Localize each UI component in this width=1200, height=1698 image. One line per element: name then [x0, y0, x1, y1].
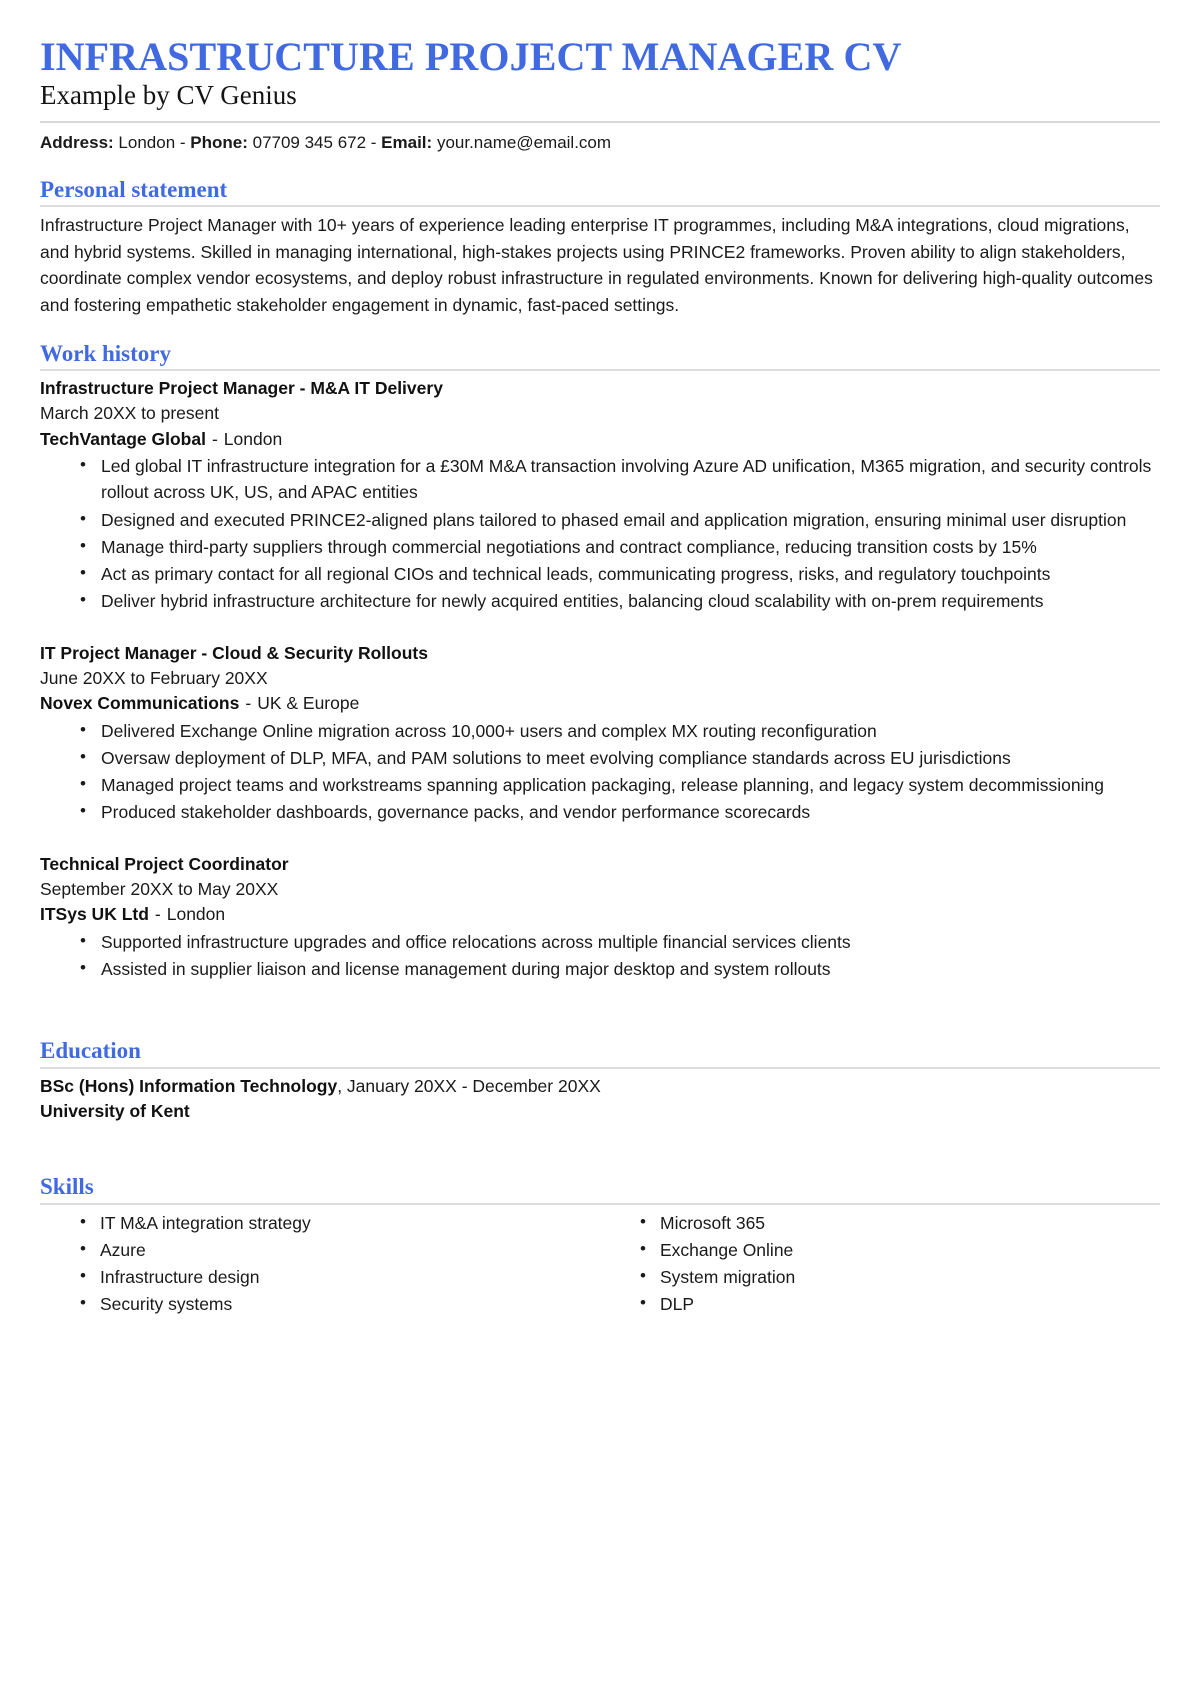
- section-work-history: [40, 341, 1160, 983]
- job-bullet: • Supported infrastructure upgrades and office relocations across multiple financial services clients: [100, 929, 1160, 955]
- page-title: INFRASTRUCTURE PROJECT MANAGER CV: [40, 34, 902, 79]
- skill-item: • Microsoft 365: [660, 1210, 1160, 1236]
- work-entry: [40, 852, 1160, 983]
- job-dash: -: [211, 428, 218, 449]
- job-company: Novex Communications: [40, 693, 240, 714]
- skills-column-left: [40, 1210, 600, 1319]
- job-bullet: • Designed and executed PRINCE2-aligned plans tailored to phased email and application migration, ensuring minimal user disruption: [100, 507, 1160, 533]
- job-title: Infrastructure Project Manager - M&A IT Delivery: [40, 377, 443, 398]
- job-bullet: • Act as primary contact for all regional CIOs and technical leads, communicating progress, risks, and regulatory touchpoints: [100, 561, 1160, 587]
- personal-statement-text: Infrastructure Project Manager with 10+ years of experience leading enterprise IT programmes, including M&A integrations, cloud migrations, and hybrid systems. Skilled in managing international, high-stakes projects using PRINCE2 frameworks. Proven ability to align stakeholders, coordinate complex vendor ecosystems, and deploy robust infrastructure in regulated environments. Known for delivering high-quality outcomes and fostering empathetic stakeholder engagement in dynamic, fast-paced settings.: [40, 215, 1153, 316]
- work-entry: [40, 641, 1160, 826]
- job-company: TechVantage Global: [40, 428, 206, 449]
- job-bullet: • Produced stakeholder dashboards, governance packs, and vendor performance scorecards: [100, 799, 1160, 825]
- section-divider: [40, 205, 1160, 207]
- section-spacer: [40, 988, 1160, 1018]
- contact-separator-2: -: [366, 133, 382, 153]
- address-label: Address:: [40, 133, 114, 153]
- job-dash: -: [245, 693, 252, 714]
- skill-item: • Infrastructure design: [100, 1264, 600, 1290]
- section-spacer: [40, 1124, 1160, 1154]
- job-bullet: • Managed project teams and workstreams spanning application packaging, release planning, and legacy system decommissioning: [100, 772, 1160, 798]
- skill-item: • IT M&A integration strategy: [100, 1210, 600, 1236]
- job-title: Technical Project Coordinator: [40, 853, 289, 874]
- section-heading-education: Education: [40, 1038, 141, 1064]
- contact-separator-1: -: [175, 133, 191, 153]
- education-degree: BSc (Hons) Information Technology: [40, 1075, 338, 1096]
- section-heading-work-history: Work history: [40, 340, 171, 366]
- education-school: University of Kent: [40, 1101, 190, 1121]
- job-location: UK & Europe: [257, 693, 360, 714]
- skills-list: [40, 1210, 600, 1318]
- section-heading-skills: Skills: [40, 1174, 94, 1200]
- cv-subtitle: Example by CV Genius: [40, 80, 297, 110]
- job-company: ITSys UK Ltd: [40, 904, 149, 925]
- section-divider: [40, 369, 1160, 371]
- job-title: IT Project Manager - Cloud & Security Rollouts: [40, 642, 428, 663]
- job-bullet: • Deliver hybrid infrastructure architecture for newly acquired entities, balancing cloud scalability with on-prem requirements: [100, 588, 1160, 614]
- skill-item: • Exchange Online: [660, 1237, 1160, 1263]
- skill-item: • DLP: [660, 1291, 1160, 1317]
- job-company-line: [40, 427, 1160, 452]
- job-dates: March 20XX to present: [40, 403, 219, 424]
- education-entry: [40, 1074, 1160, 1125]
- education-degree-line: [40, 1074, 1160, 1099]
- section-heading-personal-statement: Personal statement: [40, 176, 228, 202]
- section-education: [40, 1038, 1160, 1124]
- email-label: Email:: [381, 133, 433, 153]
- skills-column-right: [600, 1210, 1160, 1319]
- job-bullet: • Led global IT infrastructure integration for a £30M M&A transaction involving Azure AD unification, M365 migration, and security controls rollout across UK, US, and APAC entities: [100, 453, 1160, 506]
- job-company-line: [40, 691, 1160, 716]
- job-dates: June 20XX to February 20XX: [40, 667, 268, 688]
- education-school-line: [40, 1099, 1160, 1124]
- email-value: your.name@email.com: [436, 133, 612, 153]
- address-value: London: [118, 133, 176, 153]
- skill-item: • Azure: [100, 1237, 600, 1263]
- job-location: London: [223, 428, 283, 449]
- skill-item: • Security systems: [100, 1291, 600, 1317]
- header-divider: [40, 121, 1160, 123]
- job-bullet-list: [40, 453, 1160, 615]
- job-location: London: [166, 904, 226, 925]
- skills-list: [600, 1210, 1160, 1318]
- section-divider: [40, 1067, 1160, 1069]
- job-bullet: • Manage third-party suppliers through commercial negotiations and contract compliance, reducing transition costs by 15%: [100, 534, 1160, 560]
- cv-header: [40, 36, 1160, 155]
- job-bullet: • Delivered Exchange Online migration across 10,000+ users and complex MX routing reconfiguration: [100, 718, 1160, 744]
- job-bullet-list: [40, 718, 1160, 826]
- job-dash: -: [154, 904, 161, 925]
- phone-label: Phone:: [190, 133, 248, 153]
- job-dates: September 20XX to May 20XX: [40, 879, 279, 900]
- section-personal-statement: [40, 177, 1160, 319]
- phone-value: 07709 345 672: [252, 133, 367, 153]
- skills-columns: [40, 1210, 1160, 1319]
- section-skills: [40, 1174, 1160, 1318]
- job-bullet: • Assisted in supplier liaison and license management during major desktop and system rollouts: [100, 956, 1160, 982]
- education-dates: , January 20XX - December 20XX: [337, 1075, 601, 1096]
- contact-line: [40, 132, 1160, 155]
- work-entry: [40, 376, 1160, 615]
- section-divider: [40, 1203, 1160, 1205]
- job-bullet-list: [40, 929, 1160, 983]
- job-company-line: [40, 902, 1160, 927]
- skill-item: • System migration: [660, 1264, 1160, 1290]
- job-bullet: • Oversaw deployment of DLP, MFA, and PAM solutions to meet evolving compliance standards across EU jurisdictions: [100, 745, 1160, 771]
